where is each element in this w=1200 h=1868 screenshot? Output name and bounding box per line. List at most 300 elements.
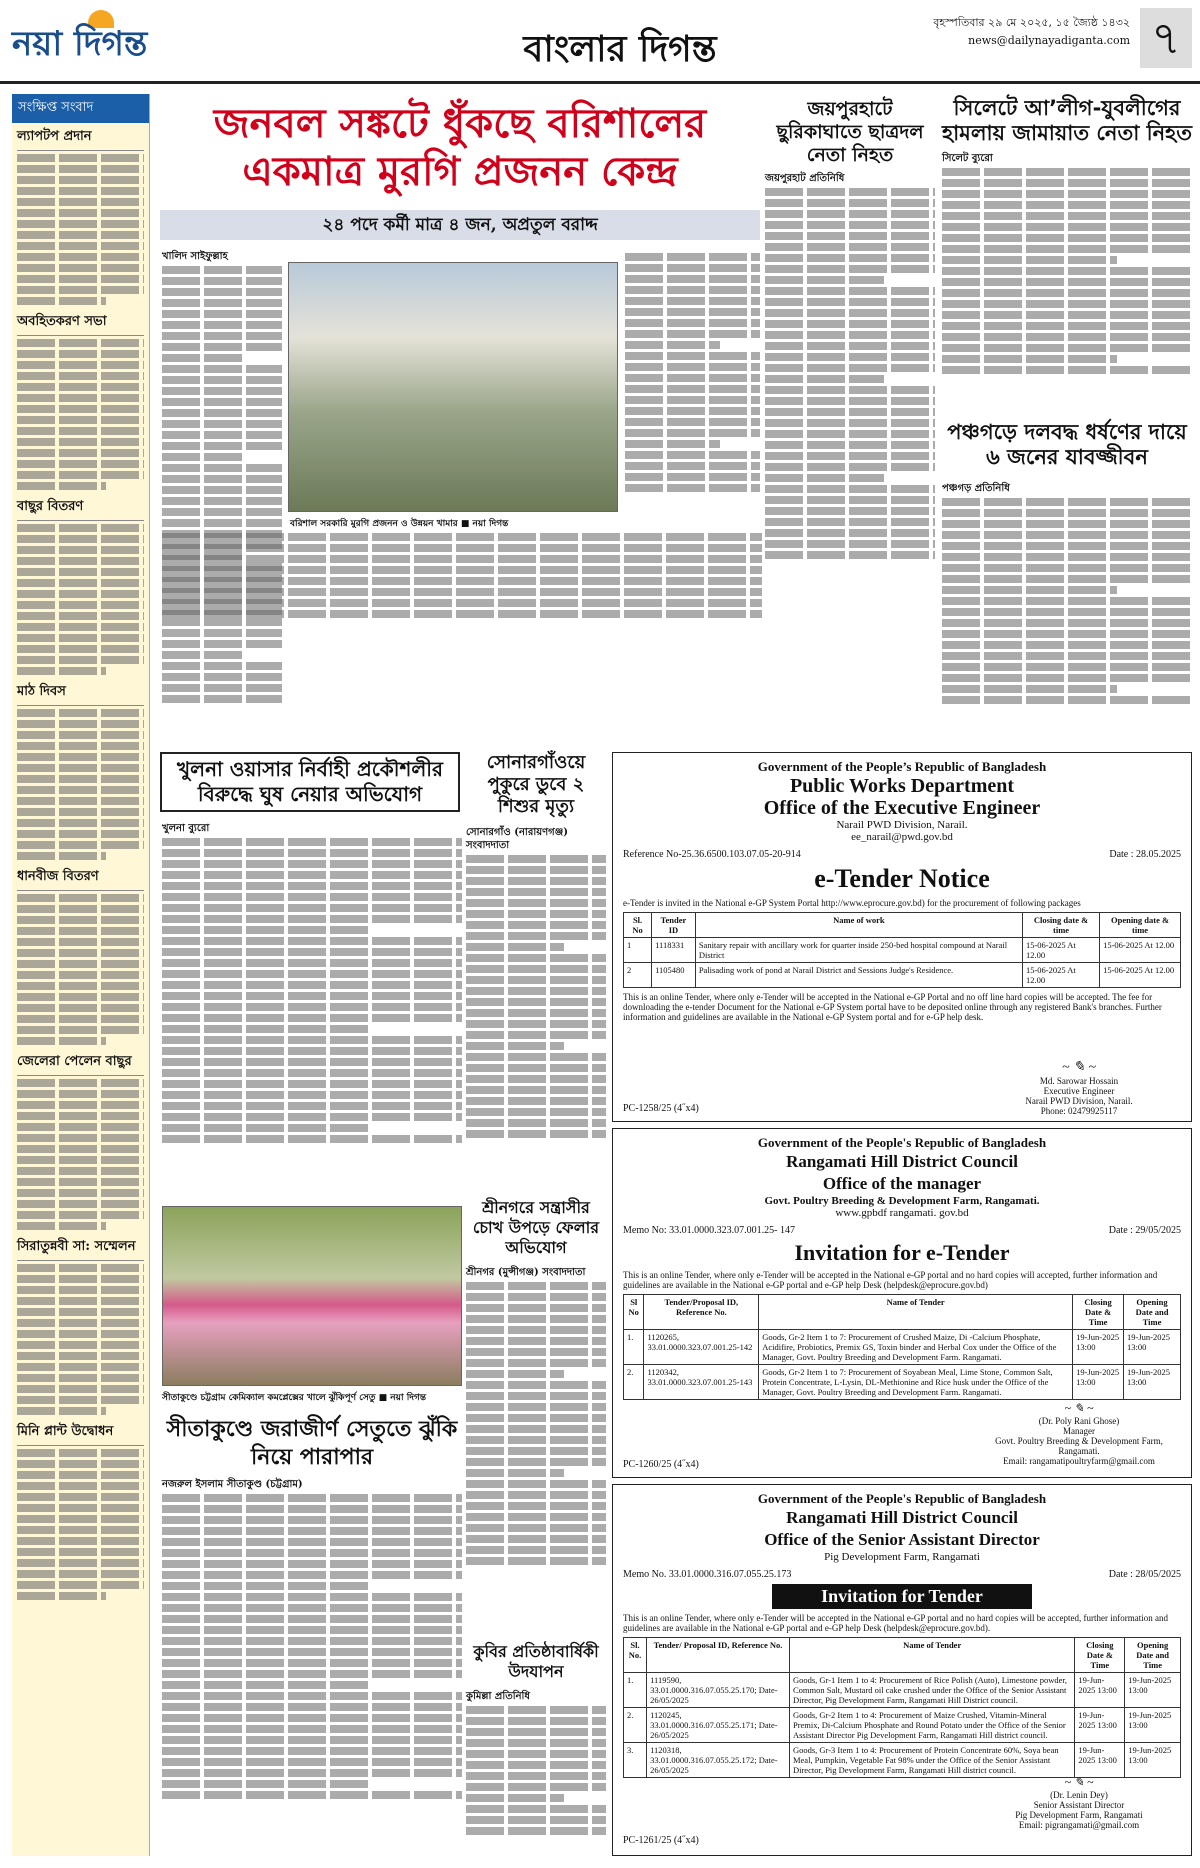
sidebar-item-title: জেলেরা পেলেন বাছুর (17, 1052, 144, 1076)
table-row (624, 963, 1181, 988)
text-line (942, 663, 1192, 671)
text-line (162, 1758, 462, 1766)
text-line (17, 405, 144, 413)
table-header-cell: Sl. No. (624, 1638, 647, 1673)
text-line (466, 1086, 606, 1094)
text-line (17, 1330, 144, 1338)
table-cell: 15-06-2025 At 12.00 (1022, 963, 1099, 988)
sidebar-news-item[interactable] (12, 678, 149, 860)
body-text (162, 838, 462, 1143)
text-line (162, 497, 282, 505)
tender3-memo: Memo No. 33.01.0000.316.07.055.25.173 (623, 1569, 792, 1580)
table-cell: 2 (624, 963, 652, 988)
text-line (942, 212, 1192, 220)
lead-photo (288, 262, 618, 512)
text-line (765, 397, 935, 405)
text-line (17, 394, 144, 402)
text-line (17, 1134, 144, 1142)
text-line (625, 473, 760, 481)
text-line (162, 508, 282, 516)
text-line (17, 361, 144, 369)
text-line (466, 1370, 564, 1378)
text-line (162, 610, 762, 618)
text-line (466, 1031, 606, 1039)
text-line (162, 1791, 462, 1799)
tender3-gov: Government of the People's Republic of Bangladesh (757, 1491, 1047, 1506)
text-line (162, 409, 282, 417)
text-line (17, 482, 106, 490)
text-line (942, 509, 1192, 517)
photo-credit: নয়া দিগন্ত (390, 1393, 427, 1403)
text-line (466, 1717, 606, 1725)
text-line (162, 1648, 462, 1656)
tender1-intro: e-Tender is invited in the National e-GP System Portal http://www.eprocure.gov.bd) for the procurement of following packages (623, 898, 1081, 908)
text-line (765, 408, 935, 416)
text-line (765, 243, 935, 251)
text-line (17, 819, 144, 827)
text-line (17, 1200, 144, 1208)
text-line (942, 300, 1192, 308)
tender1-reference: Reference No-25.36.6500.103.07.05-20-914 (623, 849, 801, 860)
page-number: ৭ (1140, 8, 1192, 68)
text-line (942, 223, 1192, 231)
body-text (162, 1494, 462, 1799)
tender1-division: Narail PWD Division, Narail. (836, 819, 968, 831)
text-line (942, 641, 1192, 649)
text-line (17, 601, 144, 609)
text-line (765, 188, 935, 196)
text-line (466, 1020, 606, 1028)
text-line (17, 1352, 144, 1360)
text-line (17, 916, 144, 924)
text-line (162, 277, 282, 285)
table-header-cell: Opening Date and Time (1124, 1295, 1181, 1330)
text-line (765, 540, 935, 548)
sidebar-item-title: অবহিতকরণ সভা (17, 312, 144, 336)
sitakunda-photo-caption: সীতাকুণ্ডে চট্টগ্রাম কেমিক্যাল কমপ্লেক্সের খালে ঝুঁকিপূর্ণ সেতু ■ নয়া দিগন্ত (162, 1393, 427, 1403)
text-line (17, 1145, 144, 1153)
text-line (942, 256, 1117, 264)
text-line (17, 176, 144, 184)
sreenagar-headline[interactable]: শ্রীনগরে সন্ত্রাসীর চোখ উপড়ে ফেলার অভিযোগ (472, 1198, 600, 1257)
sidebar-news-item[interactable] (12, 123, 149, 305)
tender-notice-pig-farm (612, 1484, 1192, 1856)
table-cell: 1. (624, 1673, 647, 1708)
table-header-cell: Name of work (695, 913, 1022, 938)
text-line (17, 253, 144, 261)
text-line (17, 731, 144, 739)
text-line (466, 1546, 606, 1554)
text-line (625, 374, 760, 382)
text-line (17, 154, 144, 162)
text-line (765, 441, 935, 449)
text-line (162, 544, 762, 552)
lead-headline[interactable]: জনবল সঙ্কটে ধুঁকছে বরিশালের একমাত্র মুরগি প্রজনন কেন্দ্র (213, 101, 707, 195)
text-line (466, 1816, 606, 1824)
text-line (17, 220, 144, 228)
text-line (466, 1414, 606, 1422)
lead-body (162, 250, 282, 706)
text-line (466, 1282, 606, 1290)
text-line (942, 696, 1192, 704)
tender2-web[interactable]: www.gpbdf rangamati. gov.bd (835, 1207, 969, 1219)
text-line (466, 1513, 606, 1521)
tender2-date: Date : 29/05/2025 (1108, 1225, 1181, 1236)
body-text (466, 1706, 606, 1835)
section-title: বাংলার দিগন্ত (523, 28, 717, 70)
text-line (17, 1178, 144, 1186)
text-line (17, 557, 144, 565)
text-line (17, 993, 144, 1001)
caption-text: সীতাকুণ্ডে চট্টগ্রাম কেমিক্যাল কমপ্লেক্সের খালে ঝুঁকিপূর্ণ সেতু (162, 1393, 376, 1403)
text-line (765, 276, 884, 284)
text-line (17, 286, 144, 294)
text-line (162, 1582, 372, 1590)
text-line (625, 308, 760, 316)
table-header-cell: Sl. No (624, 913, 652, 938)
text-line (162, 1135, 462, 1143)
text-line (17, 416, 144, 424)
table-cell: 19-Jun-2025 13:00 (1073, 1365, 1124, 1400)
text-line (162, 475, 282, 483)
text-line (942, 652, 1192, 660)
text-line (17, 786, 144, 794)
text-line (765, 386, 935, 394)
text-line (466, 1130, 606, 1138)
tender1-office: Office of the Executive Engineer (763, 797, 1041, 819)
sonargaon-byline: সোনারগাঁও (নারায়ণগঞ্জ) সংবাদদাতা (466, 827, 568, 851)
text-line (162, 849, 462, 857)
text-line (162, 1659, 462, 1667)
signature-mark: ~ ✎ ~ (1064, 1775, 1094, 1789)
text-line (162, 332, 282, 340)
text-line (17, 264, 144, 272)
text-line (466, 976, 606, 984)
text-line (625, 363, 760, 371)
text-line (17, 1004, 144, 1012)
sitakunda-body (162, 1478, 462, 1802)
caption-text: বরিশাল সরকারি মুরগি প্রজনন ও উন্নয়ন খামার (290, 519, 458, 529)
text-line (466, 1827, 606, 1835)
tender3-table (623, 1637, 1181, 1778)
text-line (17, 1385, 144, 1393)
text-line (162, 1102, 462, 1110)
text-line (17, 1167, 144, 1175)
khulna-body (162, 822, 462, 1146)
text-line (162, 1681, 372, 1689)
text-line (162, 588, 762, 596)
text-line (466, 1739, 606, 1747)
text-line (162, 915, 462, 923)
text-line (17, 546, 144, 554)
body-text (942, 168, 1192, 374)
table-cell: 1120318, 33.01.0000.316.07.055.25.172; Date-26/05/2025 (647, 1743, 790, 1778)
table-header-cell: Tender ID (652, 913, 696, 938)
table-cell: Goods, Gr-2 Item 1 to 7: Procurement of Crushed Maize, Di -Calcium Phosphate, Acidifire, Probiotics, Premix GS, Toxin binder and Herbal Cox under the Office of the Manager, Govt. Poultry Breeding and Development Farm. Rangamati. (759, 1330, 1073, 1365)
issue-date: বৃহস্পতিবার ২৯ মে ২০২৫, ১৫ জ্যৈষ্ঠ ১৪৩২ (933, 16, 1130, 29)
table-row (624, 1743, 1181, 1778)
table-header-cell: Closing Date & Time (1073, 1295, 1124, 1330)
text-line (765, 452, 935, 460)
text-line (17, 1363, 144, 1371)
signer-title: Senior Assistant Director (1033, 1800, 1125, 1810)
text-line (17, 894, 144, 902)
table-cell: 19-Jun-2025 13:00 (1075, 1743, 1125, 1778)
table-cell: 19-Jun-2025 13:00 (1125, 1708, 1181, 1743)
text-line (162, 640, 282, 648)
text-line (162, 948, 462, 956)
text-line (625, 286, 760, 294)
text-line (625, 330, 760, 338)
tender2-dept: Rangamati Hill District Council (786, 1152, 1018, 1171)
text-line (942, 630, 1192, 638)
text-line (17, 645, 144, 653)
table-row (624, 938, 1181, 963)
sitakunda-headline[interactable]: সীতাকুণ্ডে জরাজীর্ণ সেতুতে ঝুঁকি নিয়ে পারাপার (166, 1417, 458, 1470)
text-line (17, 1319, 144, 1327)
lead-byline: খালিদ সাইফুল্লাহ (162, 251, 228, 262)
text-line (942, 355, 1117, 363)
text-line (466, 1009, 606, 1017)
text-line (17, 524, 144, 532)
sylhet-headline[interactable]: সিলেটে আ’লীগ-যুবলীগের হামলায় জামায়াত নেতা নিহত (942, 96, 1192, 145)
text-line (17, 535, 144, 543)
text-line (162, 981, 462, 989)
sidebar-news-item[interactable] (12, 1233, 149, 1415)
text-line (162, 695, 282, 703)
tender1-gov: Government of the People’s Republic of Bangladesh (757, 759, 1047, 774)
text-line (17, 275, 144, 283)
text-line (466, 1075, 606, 1083)
joypurhat-byline: জয়পুরহাট প্রতিনিধি (765, 173, 845, 184)
text-line (17, 1592, 106, 1600)
text-line (625, 407, 760, 415)
text-line (162, 1736, 462, 1744)
text-line (466, 1119, 606, 1127)
text-line (466, 1458, 606, 1466)
tender3-signature (979, 1775, 1179, 1830)
text-line (17, 1189, 144, 1197)
text-line (466, 866, 606, 874)
text-line (162, 1637, 462, 1645)
text-line (765, 331, 935, 339)
text-line (466, 1469, 564, 1477)
table-cell: Palisading work of pond at Narail District and Sessions Judge's Residence. (695, 963, 1022, 988)
text-line (162, 376, 282, 384)
text-line (466, 1772, 606, 1780)
sidebar-news-item[interactable] (12, 1418, 149, 1600)
body-text (942, 498, 1192, 704)
text-line (765, 518, 935, 526)
text-line (466, 855, 606, 863)
text-line (162, 1538, 462, 1546)
text-line (17, 438, 144, 446)
text-line (162, 1025, 372, 1033)
text-line (17, 1015, 144, 1023)
text-line (466, 1491, 606, 1499)
text-line (162, 431, 282, 439)
sidebar-item-title: ল্যাপটপ প্রদান (17, 127, 144, 151)
text-line (765, 298, 935, 306)
tender1-footer: This is an online Tender, where only e-Tender will be accepted in the National e-GP Portal and no off line hard copies will be accepted. The fee for downloading the e-tender Document for the National e-GP System portal have to be deposited online through any registered Bank's branches. Further information and guidelines are available in the National e-GP System portal and for e-GP help desk. (623, 992, 1162, 1022)
table-header-cell: Closing date & time (1022, 913, 1099, 938)
text-line (466, 1326, 606, 1334)
tender2-office: Office of the manager (822, 1174, 982, 1193)
dateline (900, 14, 1130, 50)
text-line (466, 1042, 564, 1050)
text-line (466, 965, 606, 973)
text-line (466, 1337, 606, 1345)
text-line (765, 254, 935, 262)
text-line (162, 673, 282, 681)
signer-name: (Dr. Poly Rani Ghose) (1038, 1416, 1120, 1426)
text-line (625, 462, 760, 470)
text-line (17, 1471, 144, 1479)
text-line (162, 387, 282, 395)
signer-email: Email: rangamatipoultryfarm@gmail.com (1003, 1456, 1155, 1466)
photo-credit: নয়া দিগন্ত (472, 519, 509, 529)
text-line (162, 838, 462, 846)
text-line (625, 451, 760, 459)
table-cell: 19-Jun-2025 13:00 (1075, 1708, 1125, 1743)
tender3-office: Office of the Senior Assistant Director (764, 1530, 1040, 1549)
signer-phone: Phone: 02479925117 (1040, 1106, 1118, 1116)
text-line (942, 278, 1192, 286)
text-line (162, 970, 462, 978)
sonargaon-body (466, 826, 606, 1141)
text-line (17, 927, 144, 935)
text-line (466, 1304, 606, 1312)
tender1-email[interactable]: ee_narail@pwd.gov.bd (851, 831, 953, 843)
text-line (942, 542, 1192, 550)
text-line (625, 440, 720, 448)
text-line (162, 937, 462, 945)
text-line (17, 1026, 144, 1034)
text-line (17, 1559, 144, 1567)
sidebar-item-title: মিনি প্লান্ট উদ্বোধন (17, 1422, 144, 1446)
text-line (17, 372, 144, 380)
table-header-cell: Tender/ Proposal ID, Reference No. (647, 1638, 790, 1673)
text-line (466, 943, 564, 951)
text-line (17, 742, 144, 750)
text-line (942, 344, 1192, 352)
table-cell: 19-Jun-2025 13:00 (1073, 1330, 1124, 1365)
table-cell: 19-Jun-2025 13:00 (1125, 1673, 1181, 1708)
text-line (162, 1769, 462, 1777)
signer-name: (Dr. Lenin Dey) (1050, 1790, 1108, 1800)
text-line (17, 471, 144, 479)
joypurhat-headline[interactable]: জয়পুরহাটে ছুরিকাঘাতে ছাত্রদল নেতা নিহত (776, 98, 924, 166)
text-line (625, 341, 720, 349)
table-cell: 1105480 (652, 963, 696, 988)
text-line (17, 231, 144, 239)
text-line (765, 507, 935, 515)
text-line (942, 608, 1192, 616)
text-line (466, 1805, 606, 1813)
table-cell: 1120265, 33.01.0000.323.07.001.25-142 (644, 1330, 759, 1365)
tender1-reference-row (613, 849, 1191, 860)
text-line (17, 579, 144, 587)
text-line (17, 242, 144, 250)
text-line (466, 987, 606, 995)
text-line (17, 383, 144, 391)
text-line (17, 1037, 106, 1045)
kubi-headline[interactable]: কুবির প্রতিষ্ঠাবার্ষিকী উদযাপন (473, 1642, 599, 1681)
table-header-cell: Sl No (624, 1295, 644, 1330)
sylhet-body (942, 152, 1192, 377)
sonargaon-headline[interactable]: সোনারগাঁওয়ে পুকুরে ডুবে ২ শিশুর মৃত্যু (486, 752, 586, 817)
sidebar-news-item[interactable] (12, 493, 149, 675)
text-line (625, 385, 760, 393)
text-line (765, 485, 935, 493)
text-line (17, 709, 144, 717)
lead-deck: ২৪ পদে কর্মী মাত্র ৪ জন, অপ্রতুল বরাদ্দ (160, 210, 760, 240)
text-line (466, 1436, 606, 1444)
table-cell: 2. (624, 1708, 647, 1743)
text-line (17, 753, 144, 761)
text-line (17, 1101, 144, 1109)
text-line (625, 275, 760, 283)
text-line (17, 905, 144, 913)
sidebar-news-item[interactable] (12, 1048, 149, 1230)
text-line (765, 375, 884, 383)
body-text (466, 855, 606, 1138)
sidebar-news-item[interactable] (12, 863, 149, 1045)
sidebar-news-item[interactable] (12, 308, 149, 490)
text-line (162, 1780, 372, 1788)
masthead (0, 0, 1200, 84)
text-line (17, 1112, 144, 1120)
text-line (162, 599, 762, 607)
text-line (466, 1097, 606, 1105)
newspaper-logo[interactable]: নয়া দিগন্ত (12, 24, 148, 64)
text-line (17, 1211, 144, 1219)
text-line (162, 321, 282, 329)
text-line (17, 982, 144, 990)
text-line (466, 1403, 606, 1411)
text-line (162, 310, 282, 318)
panchagarh-headline[interactable]: পঞ্চগড়ে দলবদ্ধ ধর্ষণের দায়ে ৬ জনের যাবজ্জীবন (947, 420, 1187, 469)
text-line (466, 932, 606, 940)
text-line (765, 463, 935, 471)
table-cell: 1 (624, 938, 652, 963)
text-line (17, 720, 144, 728)
text-line (17, 1156, 144, 1164)
text-line (162, 1714, 462, 1722)
text-line (466, 1293, 606, 1301)
news-email[interactable]: news@dailynayadiganta.com (968, 34, 1130, 47)
text-line (162, 486, 282, 494)
table-cell: Goods, Gr-2 Item 1 to 4: Procurement of Maize Crushed, Vitamin-Mineral Premix, Di-Calcium Phosphate and Round Potato under the Office of the Senior Assistant Director Pig Development Farm, Rangamati Hill district council. (789, 1708, 1074, 1743)
text-line (162, 442, 282, 450)
text-line (17, 612, 144, 620)
text-line (162, 299, 282, 307)
text-line (17, 1515, 144, 1523)
body-text (162, 533, 762, 618)
khulna-headline[interactable]: খুলনা ওয়াসার নির্বাহী প্রকৌশলীর বিরুদ্ধে ঘুষ নেয়ার অভিযোগ (160, 752, 460, 812)
table-cell: 15-06-2025 At 12.00 (1022, 938, 1099, 963)
text-line (162, 1069, 462, 1077)
text-line (162, 1703, 462, 1711)
tender1-title: e-Tender Notice (814, 864, 990, 893)
tender1-date: Date : 28.05.2025 (1109, 849, 1181, 860)
text-line (162, 651, 246, 659)
text-line (942, 597, 1192, 605)
text-line (942, 674, 1192, 682)
tender3-intro: This is an online Tender, where only e-Tender will be accepted in the National e-GP portal and no hard copies will be accepted, further information and guidelines are available in the National e-GP portal and e-GP help Desk (helpdesk@eprocure.gov.bd). (623, 1613, 1168, 1633)
text-line (17, 775, 144, 783)
tender3-title: Invitation for Tender (772, 1584, 1032, 1609)
